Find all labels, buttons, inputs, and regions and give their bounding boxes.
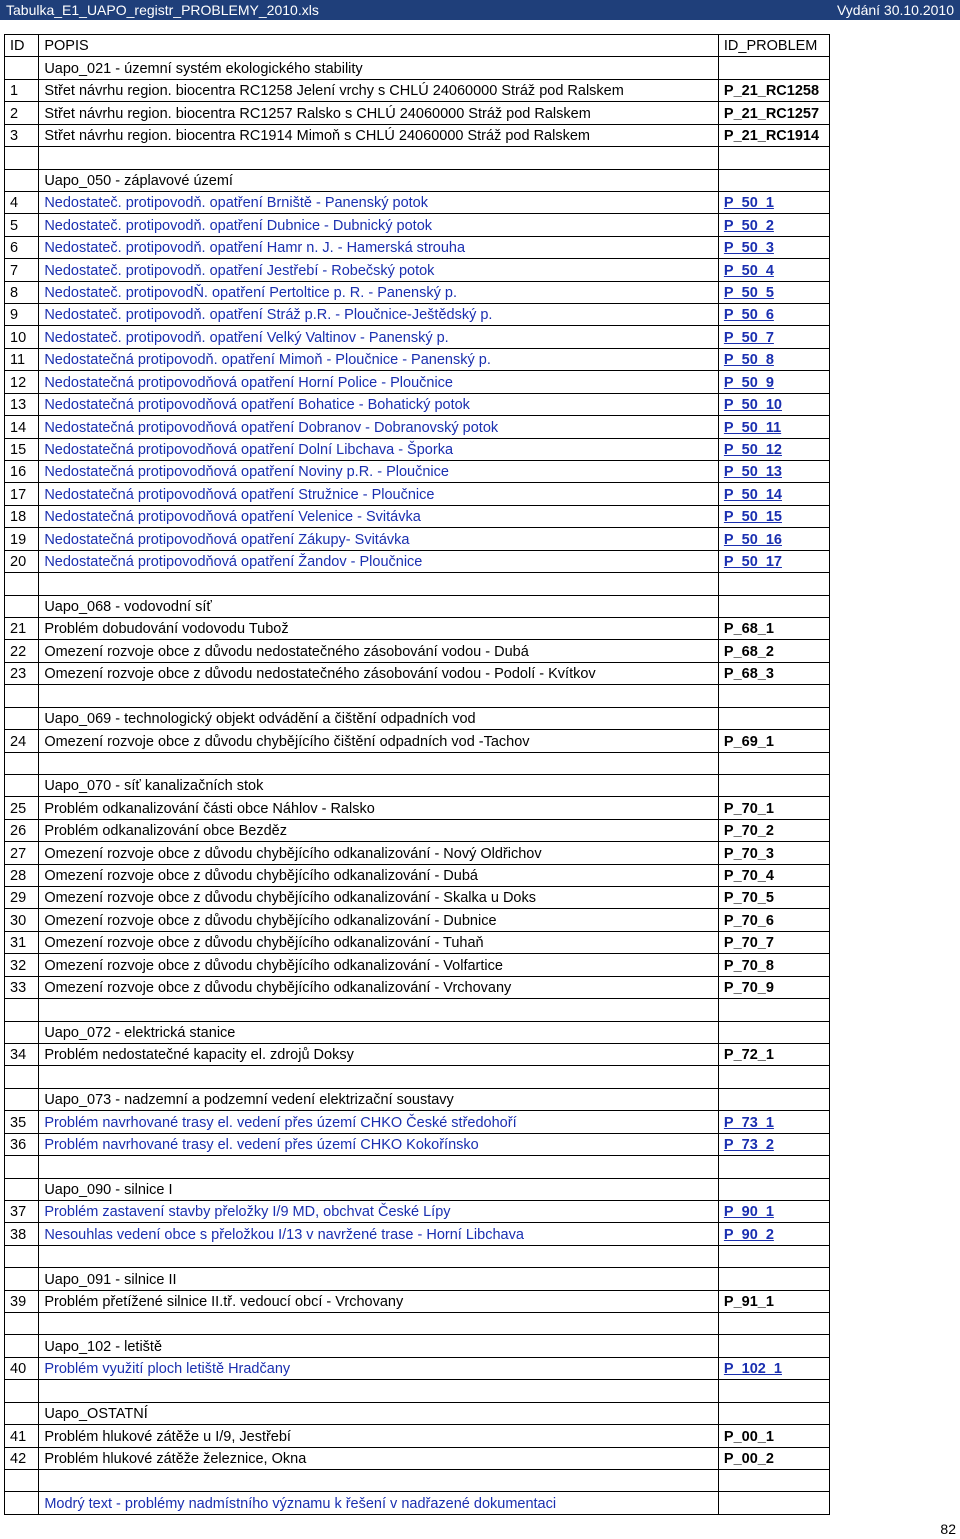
row-id: 34 — [5, 1043, 39, 1065]
page-number: 82 — [940, 1521, 956, 1537]
row-problem-code: P_21_RC1914 — [718, 124, 829, 146]
row-description: Omezení rozvoje obce z důvodu nedostatečného zásobování vodou - Podolí - Kvítkov — [39, 662, 719, 684]
table-row — [5, 1223, 830, 1245]
row-id-empty — [5, 685, 39, 707]
row-problem-code: P_70_5 — [718, 887, 829, 909]
row-problem-code: P_21_RC1257 — [718, 102, 829, 124]
row-description: Nedostateč. protipovodň. opatření Velký Valtinov - Panenský p. — [39, 326, 719, 348]
table-row — [5, 640, 830, 662]
row-description: Nedostateč. protipovodŇ. opatření Pertoltice p. R. - Panenský p. — [39, 281, 719, 303]
row-id: 30 — [5, 909, 39, 931]
row-description: Nedostateč. protipovodň. opatření Brniště - Panenský potok — [39, 191, 719, 213]
row-id-empty — [5, 573, 39, 595]
row-description: Nedostatečná protipovodňová opatření Dolní Libchava - Šporka — [39, 438, 719, 460]
row-id-empty — [5, 1088, 39, 1110]
row-id: 8 — [5, 281, 39, 303]
row-id: 22 — [5, 640, 39, 662]
file-name: Tabulka_E1_UAPO_registr_PROBLEMY_2010.xls — [6, 2, 319, 18]
row-description: Problém hlukové zátěže u I/9, Jestřebí — [39, 1425, 719, 1447]
row-problem-code: P_70_9 — [718, 976, 829, 998]
row-id: 5 — [5, 214, 39, 236]
row-description-empty — [39, 1066, 719, 1088]
group-header-row — [5, 1402, 830, 1424]
row-description: Problém odkanalizování obce Bezděz — [39, 819, 719, 841]
row-description: Nedostatečná protipovodňová opatření Noviny p.R. - Ploučnice — [39, 461, 719, 483]
row-problem-code: P_50_9 — [718, 371, 829, 393]
row-id-empty — [5, 1066, 39, 1088]
row-id: 29 — [5, 887, 39, 909]
row-problem-code: P_50_17 — [718, 550, 829, 572]
table-row — [5, 1133, 830, 1155]
row-problem-code: P_68_1 — [718, 617, 829, 639]
table-row — [5, 1111, 830, 1133]
row-problem-code: P_50_14 — [718, 483, 829, 505]
row-id: 13 — [5, 393, 39, 415]
table-row — [5, 79, 830, 101]
row-description: Nedostatečná protipovodňová opatření Horní Police - Ploučnice — [39, 371, 719, 393]
row-problem-code: P_68_3 — [718, 662, 829, 684]
table-row — [5, 1425, 830, 1447]
row-problem-code: P_70_2 — [718, 819, 829, 841]
row-code-empty — [718, 1335, 829, 1357]
row-description: Problém dobudování vodovodu Tubož — [39, 617, 719, 639]
row-description-empty — [39, 147, 719, 169]
table-row — [5, 505, 830, 527]
row-description: Omezení rozvoje obce z důvodu chybějícího odkanalizování - Vrchovany — [39, 976, 719, 998]
blank-row — [5, 1380, 830, 1402]
table-row — [5, 887, 830, 909]
row-problem-code: P_50_10 — [718, 393, 829, 415]
group-title: Uapo_102 - letiště — [39, 1335, 719, 1357]
row-id: 36 — [5, 1133, 39, 1155]
table-row — [5, 304, 830, 326]
row-description: Problém hlukové zátěže železnice, Okna — [39, 1447, 719, 1469]
table-row — [5, 954, 830, 976]
row-description: Nedostatečná protipovodňová opatření Zákupy- Svitávka — [39, 528, 719, 550]
row-description-empty — [39, 573, 719, 595]
table-row — [5, 931, 830, 953]
table-row — [5, 259, 830, 281]
row-problem-code: P_70_4 — [718, 864, 829, 886]
blank-row — [5, 1066, 830, 1088]
issue-date: Vydání 30.10.2010 — [836, 2, 954, 18]
row-id: 7 — [5, 259, 39, 281]
row-id: 2 — [5, 102, 39, 124]
row-id-empty — [5, 1335, 39, 1357]
row-description: Střet návrhu region. biocentra RC1914 Mimoň s CHLÚ 24060000 Stráž pod Ralskem — [39, 124, 719, 146]
row-id-empty — [5, 1492, 39, 1514]
row-id: 38 — [5, 1223, 39, 1245]
row-id: 9 — [5, 304, 39, 326]
group-title: Uapo_072 - elektrická stanice — [39, 1021, 719, 1043]
row-id: 15 — [5, 438, 39, 460]
column-header-id: ID — [5, 35, 39, 57]
table-row — [5, 1290, 830, 1312]
row-problem-code: P_50_6 — [718, 304, 829, 326]
table-row — [5, 281, 830, 303]
row-description: Problém nedostatečné kapacity el. zdrojů Doksy — [39, 1043, 719, 1065]
row-description: Nedostatečná protipovodň. opatření Mimoň - Ploučnice - Panenský p. — [39, 348, 719, 370]
row-id: 27 — [5, 842, 39, 864]
group-title: Uapo_050 - záplavové území — [39, 169, 719, 191]
blank-row — [5, 1470, 830, 1492]
row-description: Omezení rozvoje obce z důvodu chybějícího odkanalizování - Dubá — [39, 864, 719, 886]
row-id-empty — [5, 999, 39, 1021]
row-id: 40 — [5, 1357, 39, 1379]
table-row — [5, 191, 830, 213]
row-description: Nedostatečná protipovodňová opatření Žandov - Ploučnice — [39, 550, 719, 572]
table-row — [5, 617, 830, 639]
row-description: Problém přetížené silnice II.tř. vedoucí obcí - Vrchovany — [39, 1290, 719, 1312]
row-id-empty — [5, 1402, 39, 1424]
table-row — [5, 730, 830, 752]
row-id-empty — [5, 752, 39, 774]
row-description-empty — [39, 1156, 719, 1178]
row-id: 32 — [5, 954, 39, 976]
group-header-row — [5, 1268, 830, 1290]
row-description-empty — [39, 1313, 719, 1335]
blank-row — [5, 1313, 830, 1335]
table-row — [5, 236, 830, 258]
blank-row — [5, 147, 830, 169]
row-description: Nesouhlas vedení obce s přeložkou I/13 v navržené trase - Horní Libchava — [39, 1223, 719, 1245]
row-description: Omezení rozvoje obce z důvodu chybějícího odkanalizování - Tuhaň — [39, 931, 719, 953]
row-description: Nedostatečná protipovodňová opatření Bohatice - Bohatický potok — [39, 393, 719, 415]
row-id-empty — [5, 707, 39, 729]
table-row — [5, 797, 830, 819]
row-id: 14 — [5, 416, 39, 438]
row-id: 11 — [5, 348, 39, 370]
table-row — [5, 1447, 830, 1469]
row-id-empty — [5, 1245, 39, 1267]
row-code-empty — [718, 1402, 829, 1424]
table-row — [5, 483, 830, 505]
group-title: Uapo_069 - technologický objekt odvádění a čištění odpadních vod — [39, 707, 719, 729]
row-id: 19 — [5, 528, 39, 550]
row-id-empty — [5, 774, 39, 796]
row-code-empty — [718, 573, 829, 595]
blank-row — [5, 999, 830, 1021]
row-problem-code: P_50_4 — [718, 259, 829, 281]
row-id: 31 — [5, 931, 39, 953]
row-problem-code: P_102_1 — [718, 1357, 829, 1379]
row-problem-code: P_73_1 — [718, 1111, 829, 1133]
row-code-empty — [718, 1021, 829, 1043]
row-code-empty — [718, 57, 829, 79]
table-row — [5, 371, 830, 393]
row-description: Nedostateč. protipovodň. opatření Dubnice - Dubnický potok — [39, 214, 719, 236]
row-problem-code: P_69_1 — [718, 730, 829, 752]
row-id-empty — [5, 1021, 39, 1043]
row-code-empty — [718, 147, 829, 169]
row-code-empty — [718, 1245, 829, 1267]
row-code-empty — [718, 999, 829, 1021]
row-code-empty — [718, 707, 829, 729]
row-description: Problém využití ploch letiště Hradčany — [39, 1357, 719, 1379]
problem-register-table — [4, 34, 830, 1515]
row-description: Nedostatečná protipovodňová opatření Velenice - Svitávka — [39, 505, 719, 527]
group-header-row — [5, 774, 830, 796]
row-id: 35 — [5, 1111, 39, 1133]
group-header-row — [5, 595, 830, 617]
row-problem-code: P_50_8 — [718, 348, 829, 370]
table-row — [5, 1043, 830, 1065]
group-title: Uapo_073 - nadzemní a podzemní vedení elektrizační soustavy — [39, 1088, 719, 1110]
group-header-row — [5, 57, 830, 79]
table-row — [5, 909, 830, 931]
blank-row — [5, 573, 830, 595]
group-header-row — [5, 1335, 830, 1357]
column-header-id-problem: ID_PROBLEM — [718, 35, 829, 57]
row-problem-code: P_70_3 — [718, 842, 829, 864]
blank-row — [5, 1156, 830, 1178]
row-description: Střet návrhu region. biocentra RC1258 Jelení vrchy s CHLÚ 24060000 Stráž pod Ralskem — [39, 79, 719, 101]
row-id: 16 — [5, 461, 39, 483]
row-id-empty — [5, 595, 39, 617]
table-row — [5, 348, 830, 370]
row-problem-code: P_50_15 — [718, 505, 829, 527]
row-description: Omezení rozvoje obce z důvodu chybějícího odkanalizování - Skalka u Doks — [39, 887, 719, 909]
row-id-empty — [5, 1313, 39, 1335]
row-code-empty — [718, 1156, 829, 1178]
row-description: Omezení rozvoje obce z důvodu nedostatečného zásobování vodou - Dubá — [39, 640, 719, 662]
row-problem-code: P_00_2 — [718, 1447, 829, 1469]
row-id: 18 — [5, 505, 39, 527]
group-title: Uapo_091 - silnice II — [39, 1268, 719, 1290]
row-description-empty — [39, 999, 719, 1021]
row-description: Střet návrhu region. biocentra RC1257 Ralsko s CHLÚ 24060000 Stráž pod Ralskem — [39, 102, 719, 124]
table-row — [5, 461, 830, 483]
row-id: 1 — [5, 79, 39, 101]
table-row — [5, 1357, 830, 1379]
table-row — [5, 214, 830, 236]
row-problem-code: P_91_1 — [718, 1290, 829, 1312]
row-id-empty — [5, 1380, 39, 1402]
row-description: Nedostateč. protipovodň. opatření Stráž p.R. - Ploučnice-Ještědský p. — [39, 304, 719, 326]
row-id: 39 — [5, 1290, 39, 1312]
row-id-empty — [5, 1470, 39, 1492]
legend-note: Modrý text - problémy nadmístního významu k řešení v nadřazené dokumentaci — [39, 1492, 719, 1514]
table-row — [5, 528, 830, 550]
row-id: 24 — [5, 730, 39, 752]
row-id-empty — [5, 57, 39, 79]
blank-row — [5, 752, 830, 774]
row-problem-code: P_72_1 — [718, 1043, 829, 1065]
row-id: 17 — [5, 483, 39, 505]
row-description-empty — [39, 685, 719, 707]
row-problem-code: P_70_7 — [718, 931, 829, 953]
row-description-empty — [39, 1380, 719, 1402]
row-description: Nedostateč. protipovodň. opatření Jestřebí - Robečský potok — [39, 259, 719, 281]
row-description-empty — [39, 752, 719, 774]
group-title: Uapo_021 - územní systém ekologického stability — [39, 57, 719, 79]
table-row — [5, 819, 830, 841]
group-title: Uapo_070 - síť kanalizačních stok — [39, 774, 719, 796]
row-code-empty — [718, 169, 829, 191]
row-problem-code: P_70_8 — [718, 954, 829, 976]
legend-note-row — [5, 1492, 830, 1514]
row-id: 41 — [5, 1425, 39, 1447]
row-code-empty — [718, 1492, 829, 1514]
row-code-empty — [718, 1178, 829, 1200]
row-description-empty — [39, 1470, 719, 1492]
row-problem-code: P_70_1 — [718, 797, 829, 819]
row-id: 20 — [5, 550, 39, 572]
row-id-empty — [5, 1178, 39, 1200]
print-header-bar — [0, 0, 960, 20]
row-problem-code: P_50_13 — [718, 461, 829, 483]
row-code-empty — [718, 1066, 829, 1088]
row-description: Problém navrhované trasy el. vedení přes území CHKO České středohoří — [39, 1111, 719, 1133]
row-problem-code: P_50_2 — [718, 214, 829, 236]
row-problem-code: P_90_2 — [718, 1223, 829, 1245]
table-row — [5, 662, 830, 684]
row-id: 25 — [5, 797, 39, 819]
row-problem-code: P_73_2 — [718, 1133, 829, 1155]
group-header-row — [5, 169, 830, 191]
row-problem-code: P_50_16 — [718, 528, 829, 550]
blank-row — [5, 685, 830, 707]
row-id-empty — [5, 147, 39, 169]
table-body — [5, 35, 830, 1515]
row-problem-code: P_50_7 — [718, 326, 829, 348]
row-problem-code: P_50_3 — [718, 236, 829, 258]
row-problem-code: P_50_11 — [718, 416, 829, 438]
row-description: Omezení rozvoje obce z důvodu chybějícího odkanalizování - Nový Oldřichov — [39, 842, 719, 864]
row-id-empty — [5, 1268, 39, 1290]
row-id: 21 — [5, 617, 39, 639]
table-row — [5, 102, 830, 124]
table-row — [5, 438, 830, 460]
row-description: Omezení rozvoje obce z důvodu chybějícího odkanalizování - Volfartice — [39, 954, 719, 976]
blank-row — [5, 1245, 830, 1267]
column-header-popis: POPIS — [39, 35, 719, 57]
table-row — [5, 393, 830, 415]
row-description: Problém zastavení stavby přeložky I/9 MD, obchvat České Lípy — [39, 1200, 719, 1222]
row-description-empty — [39, 1245, 719, 1267]
row-description: Nedostatečná protipovodňová opatření Stružnice - Ploučnice — [39, 483, 719, 505]
row-code-empty — [718, 1470, 829, 1492]
row-code-empty — [718, 1088, 829, 1110]
table-row — [5, 416, 830, 438]
row-problem-code: P_90_1 — [718, 1200, 829, 1222]
row-id: 42 — [5, 1447, 39, 1469]
row-id: 4 — [5, 191, 39, 213]
row-description: Nedostateč. protipovodň. opatření Hamr n. J. - Hamerská strouha — [39, 236, 719, 258]
group-header-row — [5, 1088, 830, 1110]
group-title: Uapo_068 - vodovodní síť — [39, 595, 719, 617]
row-code-empty — [718, 1380, 829, 1402]
row-problem-code: P_21_RC1258 — [718, 79, 829, 101]
row-code-empty — [718, 1268, 829, 1290]
row-id: 12 — [5, 371, 39, 393]
row-id: 10 — [5, 326, 39, 348]
row-problem-code: P_50_12 — [718, 438, 829, 460]
row-problem-code: P_68_2 — [718, 640, 829, 662]
row-description: Omezení rozvoje obce z důvodu chybějícího čištění odpadních vod -Tachov — [39, 730, 719, 752]
row-id: 3 — [5, 124, 39, 146]
group-header-row — [5, 1178, 830, 1200]
table-row — [5, 326, 830, 348]
row-description: Nedostatečná protipovodňová opatření Dobranov - Dobranovský potok — [39, 416, 719, 438]
table-header-row — [5, 35, 830, 57]
row-code-empty — [718, 595, 829, 617]
row-code-empty — [718, 774, 829, 796]
table-row — [5, 864, 830, 886]
row-id: 28 — [5, 864, 39, 886]
group-header-row — [5, 1021, 830, 1043]
row-problem-code: P_50_5 — [718, 281, 829, 303]
group-title: Uapo_090 - silnice I — [39, 1178, 719, 1200]
row-code-empty — [718, 752, 829, 774]
row-description: Omezení rozvoje obce z důvodu chybějícího odkanalizování - Dubnice — [39, 909, 719, 931]
row-description: Problém navrhované trasy el. vedení přes území CHKO Kokořínsko — [39, 1133, 719, 1155]
row-problem-code: P_00_1 — [718, 1425, 829, 1447]
row-description: Problém odkanalizování části obce Náhlov - Ralsko — [39, 797, 719, 819]
row-id: 26 — [5, 819, 39, 841]
group-header-row — [5, 707, 830, 729]
table-row — [5, 842, 830, 864]
table-row — [5, 550, 830, 572]
row-problem-code: P_50_1 — [718, 191, 829, 213]
row-id: 23 — [5, 662, 39, 684]
table-row — [5, 124, 830, 146]
row-id: 6 — [5, 236, 39, 258]
table-row — [5, 1200, 830, 1222]
row-id-empty — [5, 169, 39, 191]
row-problem-code: P_70_6 — [718, 909, 829, 931]
row-code-empty — [718, 1313, 829, 1335]
group-title: Uapo_OSTATNÍ — [39, 1402, 719, 1424]
row-code-empty — [718, 685, 829, 707]
row-id: 37 — [5, 1200, 39, 1222]
row-id-empty — [5, 1156, 39, 1178]
row-id: 33 — [5, 976, 39, 998]
table-row — [5, 976, 830, 998]
